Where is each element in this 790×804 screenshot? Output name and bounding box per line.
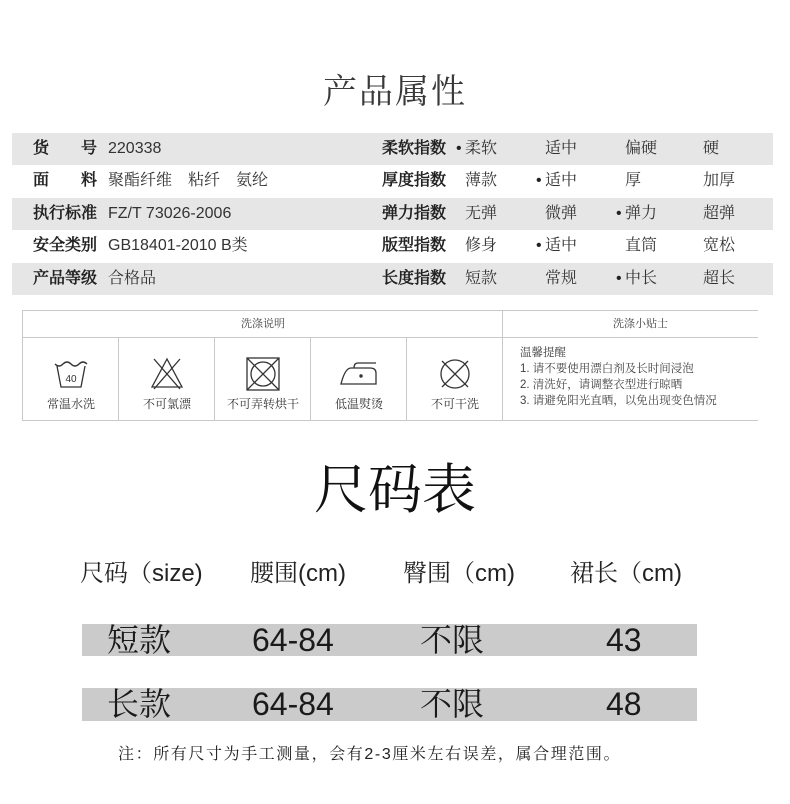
no-tumble-dry-icon [215, 355, 311, 393]
care-symbol-cell [119, 338, 215, 420]
fit-option [536, 230, 578, 262]
fit-option-label: 适中 [545, 237, 578, 255]
size-header-hip: 臀围（cm) [403, 560, 515, 587]
size-row-long [82, 688, 697, 721]
thickness-option-label: 适中 [545, 172, 578, 190]
softness-option [456, 133, 498, 165]
length-index-label: 长度指数 [382, 269, 447, 287]
thickness-option [625, 165, 641, 197]
length-option [703, 263, 735, 295]
care-symbol-label: 低温熨烫 [334, 397, 383, 411]
product-attributes-title: 产品属性 [323, 73, 467, 111]
iron-low-icon [311, 355, 407, 393]
tip-item: 2. 清洗好，请调整衣型进行晾晒 [520, 379, 683, 391]
thickness-option-label: 薄款 [465, 172, 498, 190]
length-option [465, 263, 497, 295]
attribute-row [12, 165, 773, 197]
elasticity-option-label: 微弹 [545, 204, 578, 222]
size-cell-hip: 不限 [420, 622, 485, 658]
thickness-option [465, 165, 497, 197]
length-option-label: 常规 [545, 269, 578, 287]
washing-header [23, 311, 758, 338]
length-option-label: 中长 [625, 269, 658, 287]
standard-label: 执行标准 [33, 204, 98, 222]
elasticity-option-label: 弹力 [625, 204, 658, 222]
size-cell-waist: 64-84 [252, 686, 334, 722]
fit-option-label: 修身 [465, 237, 498, 255]
product-grade-label: 产品等级 [33, 269, 98, 287]
product-attribute-table [12, 133, 773, 295]
elasticity-option [465, 198, 497, 230]
elasticity-option [703, 198, 735, 230]
measurement-note: 注：所有尺寸为手工测量，会有2-3厘米左右误差，属合理范围。 [118, 746, 622, 763]
size-cell-style: 长款 [107, 686, 172, 722]
softness-option [625, 133, 657, 165]
care-symbols [23, 338, 503, 420]
fit-index-label: 版型指数 [382, 237, 447, 255]
fabric-label: 面 料 [33, 172, 98, 190]
softness-option [545, 133, 577, 165]
thickness-option [536, 165, 578, 197]
item-number-label: 货 号 [33, 140, 98, 157]
tip-item: 3. 请避免阳光直晒，以免出现变色情况 [520, 395, 717, 407]
safety-category-value: GB18401-2010 B类 [108, 237, 248, 255]
thickness-option-label: 加厚 [703, 172, 736, 190]
size-cell-length: 43 [606, 622, 642, 658]
care-symbol-cell [23, 338, 119, 420]
length-option-label: 短款 [465, 269, 498, 287]
care-symbol-label: 常温水洗 [46, 397, 95, 411]
washing-tips [520, 345, 717, 409]
elasticity-option [616, 198, 658, 230]
washing-instructions-box [22, 310, 758, 421]
elasticity-index-label: 弹力指数 [382, 204, 447, 222]
wash-40-icon [23, 355, 119, 393]
softness-option-label: 硬 [703, 140, 720, 157]
fit-option [625, 230, 657, 262]
thickness-option [703, 165, 735, 197]
standard-value: FZ/T 73026-2006 [108, 204, 232, 222]
length-option [545, 263, 577, 295]
care-symbol-label: 不可氯漂 [142, 397, 191, 411]
size-chart-title: 尺码表 [314, 460, 476, 520]
tips-heading: 温馨提醒 [520, 347, 566, 359]
care-symbol-label: 不可弄转烘干 [226, 397, 299, 411]
product-grade-value: 合格品 [108, 269, 157, 287]
attribute-row [12, 230, 773, 262]
selected-marker: • [456, 140, 462, 157]
selected-marker: • [536, 172, 542, 190]
washing-tips-title: 洗涤小贴士 [613, 318, 668, 330]
attribute-row [12, 263, 773, 295]
fit-option [703, 230, 735, 262]
thickness-option-label: 厚 [625, 172, 642, 190]
softness-option-label: 偏硬 [625, 140, 658, 157]
washing-instructions-title: 洗涤说明 [241, 318, 285, 330]
no-bleach-icon [119, 355, 215, 393]
care-symbol-cell [311, 338, 407, 420]
size-header-skirt-length: 裙长（cm) [570, 560, 682, 587]
elasticity-option [545, 198, 577, 230]
care-symbol-cell [215, 338, 311, 420]
attribute-row [12, 133, 773, 165]
size-cell-length: 48 [606, 686, 642, 722]
fabric-value: 聚酯纤维 粘纤 氨纶 [108, 172, 269, 190]
safety-category-label: 安全类别 [33, 237, 98, 255]
size-cell-style: 短款 [107, 622, 172, 658]
fit-option-label: 直筒 [625, 237, 658, 255]
size-cell-hip: 不限 [420, 686, 485, 722]
softness-option-label: 柔软 [465, 140, 498, 157]
length-option-label: 超长 [703, 269, 736, 287]
care-symbol-cell [407, 338, 503, 420]
tip-item: 1. 请不要使用漂白剂及长时间浸泡 [520, 363, 694, 375]
size-header-waist: 腰围(cm) [250, 560, 346, 587]
size-header-size: 尺码（size) [80, 560, 203, 587]
softness-option-label: 适中 [545, 140, 578, 157]
attribute-row [12, 198, 773, 230]
no-dry-clean-icon [407, 355, 503, 393]
selected-marker: • [616, 269, 622, 287]
elasticity-option-label: 超弹 [703, 204, 736, 222]
length-option [616, 263, 658, 295]
care-symbol-label: 不可干洗 [430, 397, 479, 411]
thickness-index-label: 厚度指数 [382, 172, 447, 190]
wash-temperature: 40 [65, 374, 77, 385]
fit-option-label: 宽松 [703, 237, 736, 255]
size-row-short [82, 624, 697, 656]
fit-option [465, 230, 497, 262]
selected-marker: • [536, 237, 542, 255]
softness-option [703, 133, 719, 165]
elasticity-option-label: 无弹 [465, 204, 498, 222]
selected-marker: • [616, 204, 622, 222]
softness-index-label: 柔软指数 [382, 140, 447, 157]
item-number-value: 220338 [108, 140, 162, 157]
size-cell-waist: 64-84 [252, 622, 334, 658]
